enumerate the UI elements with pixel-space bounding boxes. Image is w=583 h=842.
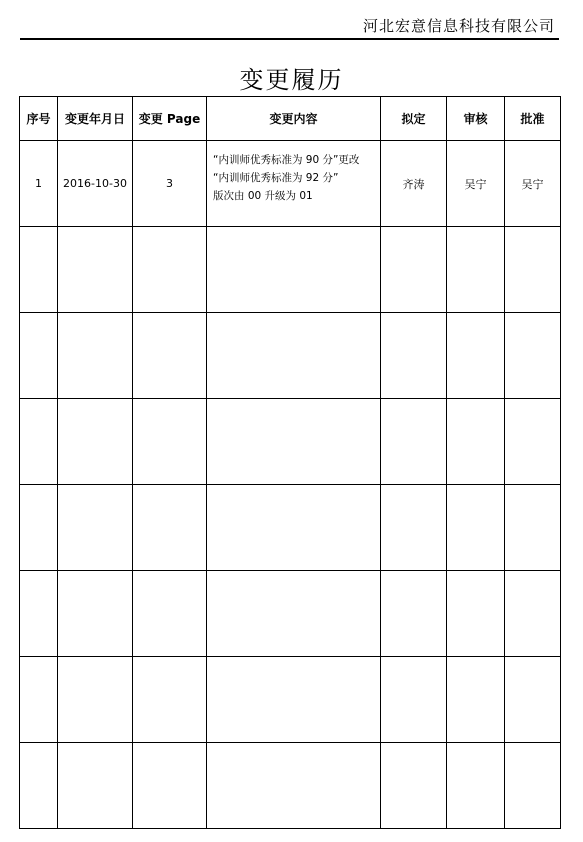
table-row: [20, 657, 561, 743]
cell-seq: [20, 313, 58, 399]
column-header-reviewer: 审核: [447, 97, 505, 141]
cell-seq: [20, 485, 58, 571]
cell-content: [207, 313, 381, 399]
column-header-approver: 批准: [505, 97, 561, 141]
table-body: [20, 141, 561, 829]
column-header-date: 变更年月日: [58, 97, 133, 141]
cell-date: [58, 743, 133, 829]
cell-reviewer: [447, 227, 505, 313]
cell-date: [58, 485, 133, 571]
cell-page: [133, 227, 207, 313]
change-content-text: [207, 227, 380, 237]
cell-date: [58, 227, 133, 313]
change-content-text: [207, 141, 380, 205]
cell-drafter: [381, 227, 447, 313]
cell-approver: [505, 313, 561, 399]
cell-page: [133, 571, 207, 657]
cell-approver: [505, 571, 561, 657]
cell-date: [58, 399, 133, 485]
table-row: [20, 399, 561, 485]
cell-drafter: 齐涛: [381, 141, 447, 227]
cell-drafter: [381, 743, 447, 829]
cell-approver: 吴宁: [505, 141, 561, 227]
change-content-text: [207, 743, 380, 753]
cell-approver: [505, 399, 561, 485]
column-header-page: 变更 Page: [133, 97, 207, 141]
cell-reviewer: [447, 743, 505, 829]
change-content-text: [207, 657, 380, 667]
cell-page: [133, 657, 207, 743]
cell-seq: [20, 657, 58, 743]
column-header-drafter: 拟定: [381, 97, 447, 141]
cell-seq: [20, 571, 58, 657]
cell-approver: [505, 227, 561, 313]
cell-reviewer: [447, 485, 505, 571]
table-row: [20, 227, 561, 313]
cell-content: [207, 571, 381, 657]
cell-seq: [20, 743, 58, 829]
cell-reviewer: [447, 571, 505, 657]
table-row: [20, 485, 561, 571]
cell-drafter: [381, 571, 447, 657]
change-content-line: “内训师优秀标准为 92 分”: [213, 172, 339, 184]
cell-drafter: [381, 485, 447, 571]
cell-content: [207, 141, 381, 227]
cell-reviewer: [447, 313, 505, 399]
cell-drafter: [381, 313, 447, 399]
header-divider: [20, 38, 559, 40]
page-title: 变更履历: [239, 66, 344, 94]
cell-page: [133, 485, 207, 571]
cell-reviewer: [447, 399, 505, 485]
cell-drafter: [381, 657, 447, 743]
cell-content: [207, 399, 381, 485]
table-row: [20, 743, 561, 829]
cell-seq: 1: [20, 141, 58, 227]
cell-date: 2016-10-30: [58, 141, 133, 227]
cell-content: [207, 227, 381, 313]
column-header-seq: 序号: [20, 97, 58, 141]
cell-approver: [505, 485, 561, 571]
change-content-line: “内训师优秀标准为 90 分”更改: [213, 154, 360, 166]
cell-date: [58, 313, 133, 399]
cell-seq: [20, 227, 58, 313]
cell-page: [133, 399, 207, 485]
cell-page: [133, 743, 207, 829]
table-header-row: [20, 97, 561, 141]
change-content-text: [207, 399, 380, 409]
change-content-text: [207, 571, 380, 581]
change-content-text: [207, 313, 380, 323]
cell-reviewer: 吴宁: [447, 141, 505, 227]
cell-page: [133, 313, 207, 399]
cell-content: [207, 743, 381, 829]
cell-date: [58, 571, 133, 657]
cell-drafter: [381, 399, 447, 485]
cell-seq: [20, 399, 58, 485]
cell-page: 3: [133, 141, 207, 227]
cell-date: [58, 657, 133, 743]
cell-content: [207, 657, 381, 743]
table-row: [20, 141, 561, 227]
cell-content: [207, 485, 381, 571]
cell-approver: [505, 657, 561, 743]
change-content-line: 版次由 00 升级为 01: [213, 190, 313, 202]
change-content-text: [207, 485, 380, 495]
change-history-table: [19, 96, 561, 829]
cell-approver: [505, 743, 561, 829]
company-name: 河北宏意信息科技有限公司: [362, 17, 555, 35]
column-header-content: 变更内容: [207, 97, 381, 141]
table-row: [20, 571, 561, 657]
table-row: [20, 313, 561, 399]
cell-reviewer: [447, 657, 505, 743]
